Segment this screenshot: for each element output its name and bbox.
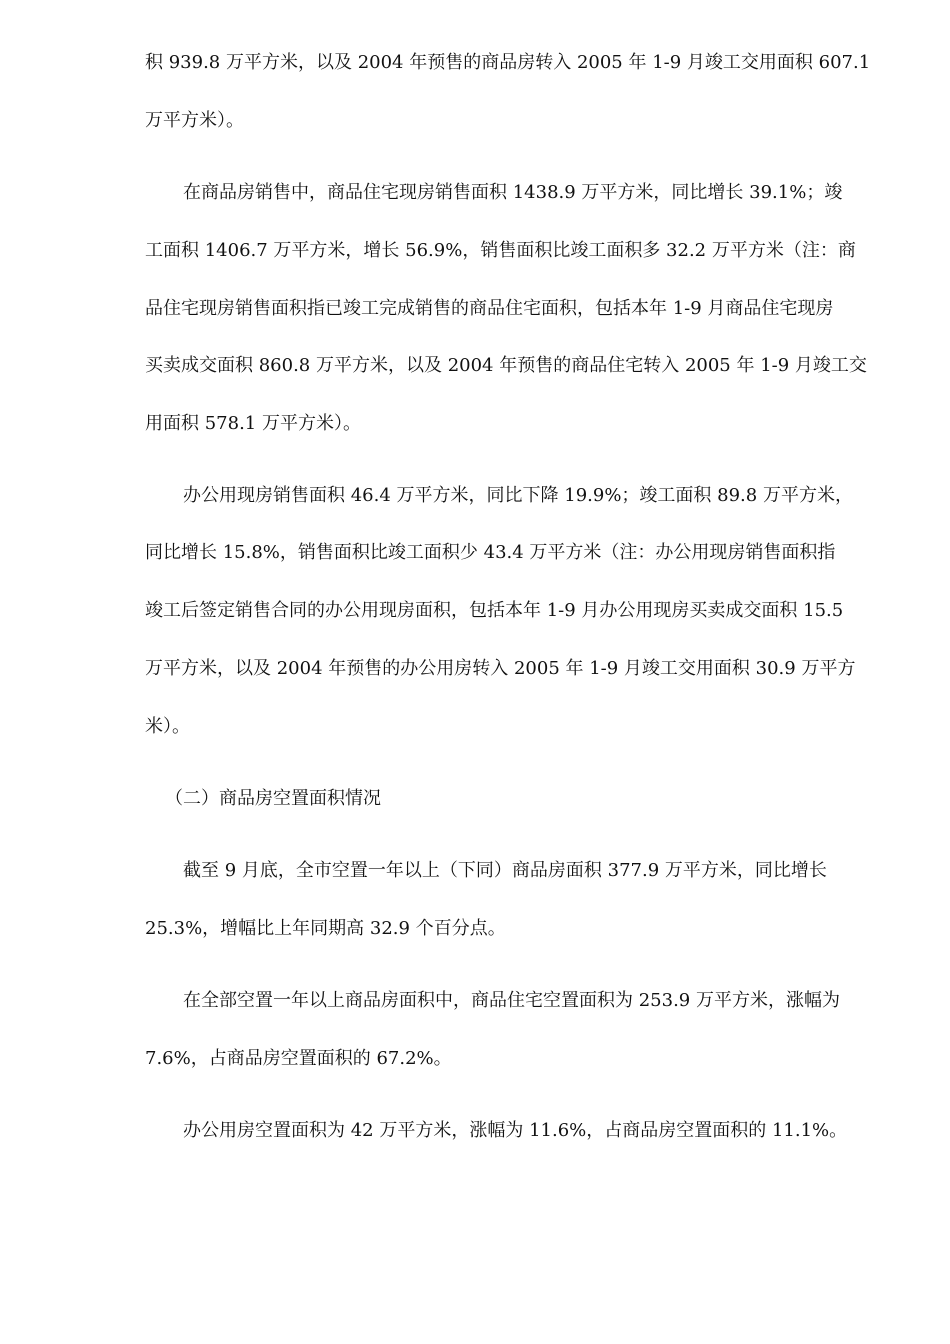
para2-line-4: 买卖成交面积 860.8 万平方米，以及 2004 年预售的商品住宅转入 2005 年 1-9 月竣工交 (145, 355, 867, 376)
para3-line-1: 办公用现房销售面积 46.4 万平方米，同比下降 19.9%；竣工面积 89.8 万平方米， (183, 485, 853, 506)
para3-line-4: 万平方米，以及 2004 年预售的办公用房转入 2005 年 1-9 月竣工交用面积 30.9 万平方 (145, 658, 856, 679)
para4-line-2: 25.3%，增幅比上年同期高 32.9 个百分点。 (145, 918, 506, 939)
para3-line-3: 竣工后签定销售合同的办公用现房面积，包括本年 1-9 月办公用现房买卖成交面积 15.5 (145, 600, 844, 621)
para3-line-2: 同比增长 15.8%，销售面积比竣工面积少 43.4 万平方米（注：办公用现房销售面积指 (145, 542, 836, 563)
para3-line-5: 米）。 (145, 716, 190, 737)
para2-line-2: 工面积 1406.7 万平方米，增长 56.9%，销售面积比竣工面积多 32.2 万平方米（注：商 (145, 240, 856, 261)
section-heading: （二）商品房空置面积情况 (165, 788, 381, 809)
para6-line-1: 办公用房空置面积为 42 万平方米，涨幅为 11.6%，占商品房空置面积的 11.1%。 (183, 1120, 848, 1141)
para2-line-1: 在商品房销售中，商品住宅现房销售面积 1438.9 万平方米，同比增长 39.1%；竣 (183, 182, 843, 203)
para5-line-2: 7.6%，占商品房空置面积的 67.2%。 (145, 1048, 452, 1069)
para1-line-1: 积 939.8 万平方米，以及 2004 年预售的商品房转入 2005 年 1-9 月竣工交用面积 607.1 (145, 52, 871, 73)
para1-line-2: 万平方米）。 (145, 110, 244, 131)
para5-line-1: 在全部空置一年以上商品房面积中，商品住宅空置面积为 253.9 万平方米，涨幅为 (183, 990, 840, 1011)
para2-line-3: 品住宅现房销售面积指已竣工完成销售的商品住宅面积，包括本年 1-9 月商品住宅现房 (145, 298, 834, 319)
para4-line-1: 截至 9 月底，全市空置一年以上（下同）商品房面积 377.9 万平方米，同比增长 (183, 860, 827, 881)
para2-line-5: 用面积 578.1 万平方米）。 (145, 413, 361, 434)
